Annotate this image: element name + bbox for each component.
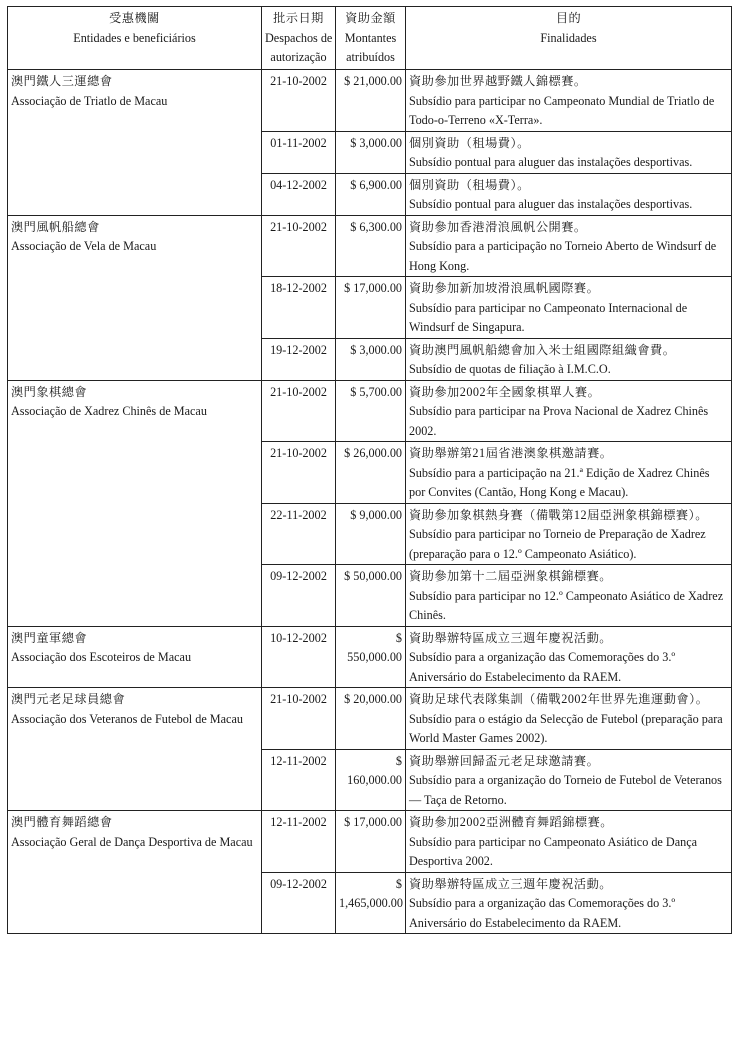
date-cell: 21-10-2002 [262,70,336,132]
date-cell: 21-10-2002 [262,442,336,504]
purpose-zh: 資助參加第十二屆亞洲象棋錦標賽。 [409,569,612,583]
amount-cell: $ 5,700.00 [336,380,406,442]
purpose-zh: 資助參加2002亞洲體育舞蹈錦標賽。 [409,815,613,829]
purpose-cell [406,173,732,215]
purpose-zh: 資助足球代表隊集訓（備戰2002年世界先進運動會）。 [409,692,709,706]
purpose-zh: 資助舉辦第21屆省港澳象棋邀請賽。 [409,446,613,460]
amount-cell: $ 6,900.00 [336,173,406,215]
purpose-cell [406,811,732,873]
subsidies-table [7,6,732,934]
table-row [8,70,732,132]
purpose-cell [406,131,732,173]
purpose-cell [406,688,732,750]
amount-cell: $ 550,000.00 [336,626,406,688]
purpose-zh: 資助參加新加坡滑浪風帆國際賽。 [409,281,600,295]
purpose-pt: Subsídio para a participação na 21.ª Edição de Xadrez Chinês por Convites (Cantão, Hong Kong e Macau). [409,465,710,499]
purpose-cell [406,70,732,132]
table-row [8,688,732,750]
header-date-zh: 批示日期 [273,11,324,25]
purpose-zh: 資助舉辦特區成立三週年慶祝活動。 [409,630,612,645]
purpose-cell [406,626,732,688]
entity-name-zh: 澳門元老足球員總會 [11,692,126,706]
header-purpose [406,7,732,70]
purpose-zh: 個別資助（租場費）。 [409,135,530,150]
date-cell: 12-11-2002 [262,749,336,811]
header-date-pt2: autorização [270,50,327,64]
table-header [8,7,732,70]
amount-cell: $ 160,000.00 [336,749,406,811]
date-cell: 21-10-2002 [262,380,336,442]
amount-cell: $ 3,000.00 [336,131,406,173]
table-row [8,811,732,873]
amount-cell: $ 21,000.00 [336,70,406,132]
purpose-zh: 資助舉辦特區成立三週年慶祝活動。 [409,876,612,891]
purpose-cell [406,872,732,934]
purpose-cell [406,503,732,565]
amount-cell: $ 50,000.00 [336,565,406,627]
purpose-zh: 資助參加香港滑浪風帆公開賽。 [409,219,587,234]
amount-cell: $ 1,465,000.00 [336,872,406,934]
purpose-cell [406,380,732,442]
amount-cell: $ 17,000.00 [336,811,406,873]
entity-name-zh: 澳門童軍總會 [11,630,88,645]
entity-name-zh: 澳門體育舞蹈總會 [11,815,113,829]
purpose-pt: Subsídio para participar no Campeonato Asiático de Dança Desportiva 2002. [409,834,698,868]
purpose-pt: Subsídio para a organização do Torneio de Futebol de Veteranos — Taça de Retorno. [409,773,722,807]
header-amount [336,7,406,70]
entity-name-pt: Associação dos Escoteiros de Macau [11,650,192,664]
date-cell: 01-11-2002 [262,131,336,173]
purpose-pt: Subsídio para participar no Torneio de Preparação de Xadrez (preparação para o 12.º Campeonato Asiático). [409,527,706,561]
entity-name-pt: Associação de Xadrez Chinês de Macau [11,404,207,418]
purpose-pt: Subsídio para participar no 12.º Campeonato Asiático de Xadrez Chinês. [409,588,724,622]
amount-cell: $ 6,300.00 [336,215,406,277]
date-cell: 12-11-2002 [262,811,336,873]
purpose-pt: Subsídio para participar no Campeonato Internacional de Windsurf de Singapura. [409,300,688,334]
purpose-cell [406,749,732,811]
table-row [8,215,732,277]
purpose-pt: Subsídio para a organização das Comemorações do 3.º Aniversário do Estabelecimento da RAEM. [409,650,676,684]
entity-name-zh: 澳門鐵人三運總會 [11,74,113,88]
header-purpose-pt: Finalidades [540,30,597,45]
purpose-pt: Subsídio pontual para aluguer das instalações desportivas. [409,155,693,169]
entity-name-pt: Associação de Vela de Macau [11,239,157,253]
date-cell: 21-10-2002 [262,215,336,277]
header-entities-pt: Entidades e beneficiários [73,30,196,45]
purpose-pt: Subsídio pontual para aluguer das instalações desportivas. [409,197,693,211]
header-date [262,7,336,70]
purpose-cell [406,215,732,277]
date-cell: 04-12-2002 [262,173,336,215]
amount-cell: $ 3,000.00 [336,338,406,380]
entity-name-zh: 澳門象棋總會 [11,384,88,399]
entity-cell [8,688,262,811]
date-cell: 09-12-2002 [262,565,336,627]
header-entities [8,7,262,70]
amount-cell: $ 9,000.00 [336,503,406,565]
header-date-pt1: Despachos de [265,30,333,45]
date-cell: 19-12-2002 [262,338,336,380]
purpose-cell [406,565,732,627]
header-amount-zh: 資助金額 [345,11,396,25]
header-purpose-zh: 目的 [555,11,582,25]
purpose-zh: 個別資助（租場費）。 [409,177,530,192]
amount-cell: $ 20,000.00 [336,688,406,750]
purpose-zh: 資助參加世界越野鐵人錦標賽。 [409,74,587,88]
table-row [8,626,732,688]
purpose-cell [406,442,732,504]
purpose-zh: 資助參加象棋熱身賽（備戰第12屆亞洲象棋錦標賽）。 [409,507,708,522]
header-amount-pt2: atribuídos [346,50,395,64]
table-row [8,380,732,442]
entity-cell [8,215,262,380]
purpose-zh: 資助參加2002年全國象棋單人賽。 [409,384,601,399]
entity-cell [8,380,262,626]
table-body [8,70,732,934]
entity-name-pt: Associação de Triatlo de Macau [11,93,168,108]
entity-cell [8,811,262,934]
date-cell: 18-12-2002 [262,277,336,339]
entity-cell [8,70,262,216]
header-entities-zh: 受惠機關 [109,11,160,25]
amount-cell: $ 26,000.00 [336,442,406,504]
purpose-pt: Subsídio de quotas de filiação à I.M.C.O. [409,362,611,376]
date-cell: 22-11-2002 [262,503,336,565]
purpose-cell [406,277,732,339]
purpose-pt: Subsídio para participar na Prova Nacional de Xadrez Chinês 2002. [409,404,709,438]
purpose-pt: Subsídio para a organização das Comemorações do 3.º Aniversário do Estabelecimento da RAEM. [409,896,676,930]
entity-name-pt: Associação Geral de Dança Desportiva de Macau [11,834,253,849]
purpose-pt: Subsídio para a participação no Torneio Aberto de Windsurf de Hong Kong. [409,239,717,273]
entity-name-pt: Associação dos Veteranos de Futebol de Macau [11,711,243,726]
amount-cell: $ 17,000.00 [336,277,406,339]
date-cell: 21-10-2002 [262,688,336,750]
entity-cell [8,626,262,688]
purpose-cell [406,338,732,380]
purpose-zh: 資助舉辦回歸盃元老足球邀請賽。 [409,753,600,768]
entity-name-zh: 澳門風帆船總會 [11,219,100,234]
purpose-zh: 資助澳門風帆船總會加入米士組國際組織會費。 [409,342,676,357]
date-cell: 10-12-2002 [262,626,336,688]
header-amount-pt1: Montantes [344,30,397,45]
purpose-pt: Subsídio para o estágio da Selecção de Futebol (preparação para World Master Games 2002). [409,711,723,745]
purpose-pt: Subsídio para participar no Campeonato Mundial de Triatlo de Todo-o-Terreno «X-Terra». [409,93,715,127]
date-cell: 09-12-2002 [262,872,336,934]
